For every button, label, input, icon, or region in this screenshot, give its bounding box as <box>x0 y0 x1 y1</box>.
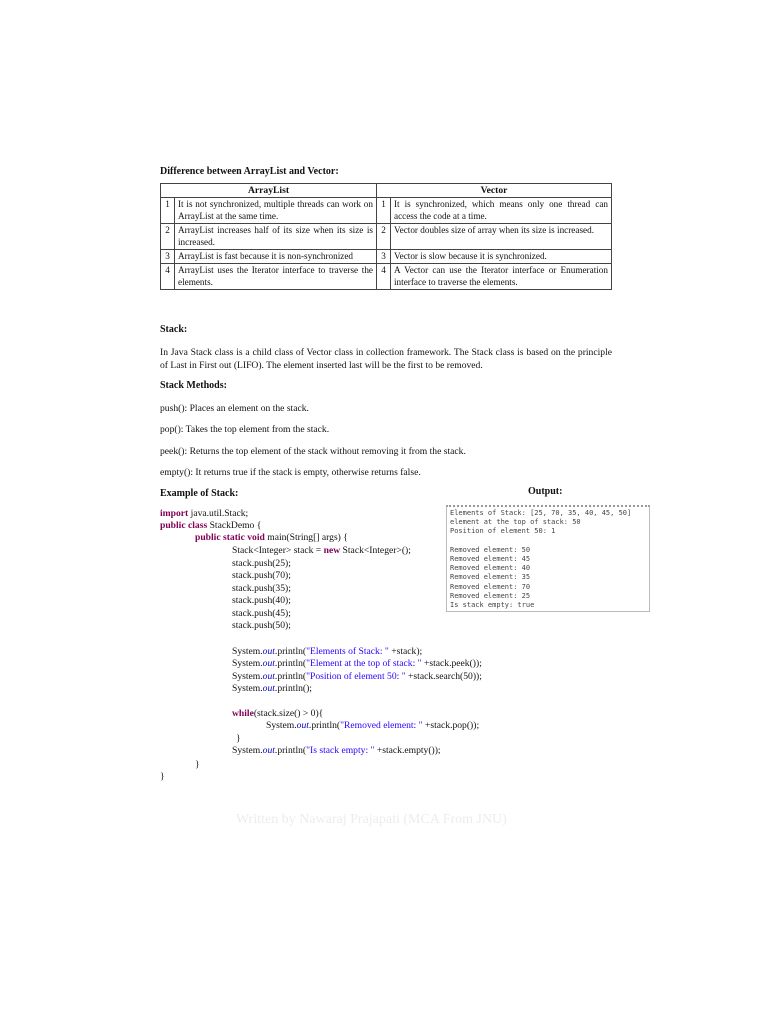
code-field: out <box>296 720 309 731</box>
row-number: 3 <box>161 250 175 264</box>
row-number: 4 <box>161 264 175 290</box>
keyword: public class <box>160 520 208 531</box>
code-string: "Elements of Stack: " <box>306 646 389 657</box>
code-line-close-while: } <box>236 733 241 744</box>
keyword: import <box>160 508 189 519</box>
col-header-arraylist: ArrayList <box>161 184 377 198</box>
code-line-println <box>232 646 422 658</box>
code-line-push: stack.push(40); <box>232 595 291 606</box>
output-line: Removed element: 50 <box>450 545 531 554</box>
output-heading: Output: <box>528 486 563 497</box>
code-text: +stack.peek()); <box>421 658 482 669</box>
stack-methods-heading: Stack Methods: <box>160 380 227 391</box>
table-row <box>161 250 612 264</box>
output-line <box>450 537 646 546</box>
code-field: out <box>262 646 275 657</box>
method-push: push(): Places an element on the stack. <box>160 403 309 414</box>
comparison-heading: Difference between ArrayList and Vector: <box>160 166 339 177</box>
row-number: 2 <box>161 224 175 250</box>
arraylist-cell: ArrayList is fast because it is non-synchronized <box>175 250 377 264</box>
col-header-vector: Vector <box>377 184 612 198</box>
code-text: .println( <box>274 683 307 694</box>
code-line-println <box>232 658 482 670</box>
output-line: Removed element: 35 <box>450 573 531 582</box>
row-number: 1 <box>377 198 391 224</box>
method-peek: peek(): Returns the top element of the stack without removing it from the stack. <box>160 446 466 457</box>
row-number: 4 <box>377 264 391 290</box>
code-field: out <box>262 671 275 682</box>
code-text: .println( <box>274 646 307 657</box>
code-text: +stack.search(50)); <box>405 671 482 682</box>
code-text: System. <box>266 720 297 731</box>
code-line-class <box>160 520 261 532</box>
method-pop: pop(): Takes the top element from the stack. <box>160 424 330 435</box>
code-line-println <box>232 745 441 757</box>
arraylist-cell: ArrayList uses the Iterator interface to traverse the elements. <box>175 264 377 290</box>
code-field: out <box>262 683 275 694</box>
code-text: (stack.size() > 0){ <box>253 708 324 719</box>
code-line-push: stack.push(50); <box>232 620 291 631</box>
vector-cell: Vector doubles size of array when its size is increased. <box>391 224 612 250</box>
code-line-push: stack.push(45); <box>232 608 291 619</box>
code-text: System. <box>232 683 263 694</box>
vector-cell: A Vector can use the Iterator interface or Enumeration interface to traverse the elements. <box>391 264 612 290</box>
code-text: System. <box>232 658 263 669</box>
output-line: Removed element: 45 <box>450 555 531 564</box>
code-line-push: stack.push(70); <box>232 570 291 581</box>
code-text: ); <box>306 683 312 694</box>
code-line-decl <box>232 545 411 557</box>
output-line: Elements of Stack: [25, 70, 35, 40, 45, 50] <box>450 509 632 517</box>
code-text: Stack<Integer> stack = <box>232 545 324 556</box>
output-line: Removed element: 70 <box>450 582 531 591</box>
arraylist-cell: It is not synchronized, multiple threads can work on ArrayList at the same time. <box>175 198 377 224</box>
output-line: Position of element 50: 1 <box>450 527 556 536</box>
output-line: Is stack empty: true <box>450 601 535 610</box>
table-row <box>161 224 612 250</box>
code-text: Stack<Integer>(); <box>340 545 411 556</box>
arraylist-cell: ArrayList increases half of its size when its size is increased. <box>175 224 377 250</box>
code-line-println <box>232 683 312 695</box>
keyword: public static void <box>195 532 265 543</box>
keyword: new <box>323 545 341 556</box>
code-text: +stack.pop()); <box>422 720 480 731</box>
stack-heading: Stack: <box>160 324 188 335</box>
watermark: Written by Nawaraj Prajapati (MCA From JNU) <box>236 812 507 827</box>
output-line: element at the top of stack: 50 <box>450 518 581 527</box>
output-line: Removed element: 40 <box>450 564 531 573</box>
row-number: 3 <box>377 250 391 264</box>
comparison-table <box>160 183 612 290</box>
vector-cell: It is synchronized, which means only one thread can access the code at a time. <box>391 198 612 224</box>
code-line-import <box>160 508 248 520</box>
table-row <box>161 264 612 290</box>
code-text: +stack.empty()); <box>374 745 441 756</box>
code-line-push: stack.push(25); <box>232 558 291 569</box>
code-text: System. <box>232 671 263 682</box>
code-line-close-main: } <box>195 759 200 770</box>
method-empty: empty(): It returns true if the stack is empty, otherwise returns false. <box>160 467 421 478</box>
example-heading: Example of Stack: <box>160 488 239 499</box>
code-text: System. <box>232 745 263 756</box>
row-number: 1 <box>161 198 175 224</box>
code-text: main(String[] args) { <box>264 532 348 543</box>
code-text: .println( <box>274 745 307 756</box>
code-field: out <box>262 745 275 756</box>
code-text: .println( <box>308 720 341 731</box>
code-text: +stack); <box>388 646 423 657</box>
vector-cell: Vector is slow because it is synchronized. <box>391 250 612 264</box>
code-text: System. <box>232 646 263 657</box>
code-text: .println( <box>274 658 307 669</box>
table-row <box>161 198 612 224</box>
code-text: StackDemo { <box>207 520 262 531</box>
output-line: Removed element: 25 <box>450 591 531 600</box>
code-line-main <box>195 532 348 544</box>
code-line-println <box>232 671 482 683</box>
code-line-close-class: } <box>160 771 165 782</box>
code-line-println <box>266 720 479 732</box>
code-line-push: stack.push(35); <box>232 583 291 594</box>
keyword: while <box>232 708 254 719</box>
code-string: "Position of element 50: " <box>306 671 406 682</box>
code-text: .println( <box>274 671 307 682</box>
code-field: out <box>262 658 275 669</box>
code-text: java.util.Stack; <box>188 508 249 519</box>
output-console <box>446 505 650 612</box>
code-string: "Is stack empty: " <box>306 745 375 756</box>
code-string: "Removed element: " <box>340 720 423 731</box>
code-line-while <box>232 708 323 720</box>
code-string: "Element at the top of stack: " <box>306 658 422 669</box>
stack-intro: In Java Stack class is a child class of Vector class in collection framework. The Stack class is based on the principle of Last in First out (LIFO). The element inserted last will be the first to be removed. <box>160 347 612 371</box>
row-number: 2 <box>377 224 391 250</box>
